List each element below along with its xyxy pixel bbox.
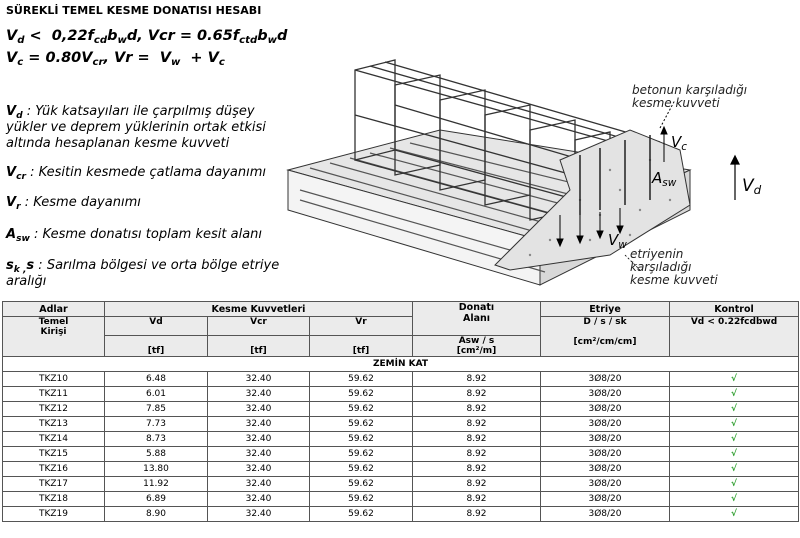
vr-cell: 59.62 [310,432,413,447]
header-kontrol-condition: Vd < 0.22fcdbwd [670,317,799,357]
stirrup-cell: 3Ø8/20 [541,417,670,432]
beam-name-cell: TKZ18 [3,492,105,507]
header-adlar: Adlar [3,302,105,317]
beam-name-cell: TKZ10 [3,372,105,387]
header-kontrol: Kontrol [670,302,799,317]
vr-cell: 59.62 [310,447,413,462]
vr-cell: 59.62 [310,492,413,507]
stirrup-cell: 3Ø8/20 [541,492,670,507]
vr-cell: 59.62 [310,387,413,402]
asw-cell: 8.92 [413,477,541,492]
vd-cell: 11.92 [105,477,208,492]
vr-cell: 59.62 [310,402,413,417]
check-mark-icon: √ [670,417,799,432]
vd-cell: 7.73 [105,417,208,432]
header-donati-alani: Donatı Alanı [413,302,541,336]
stirrup-cell: 3Ø8/20 [541,447,670,462]
stirrup-cell: 3Ø8/20 [541,387,670,402]
formula-shear-limit: $V_d < 0,22f_{cd}b_wd$, Vcr = $0.65f_{ctd}b_wd$ [6,28,288,46]
header-etriye: Etriye [541,302,670,317]
unit-vd: [tf] [105,336,208,357]
beam-name-cell: TKZ11 [3,387,105,402]
table-row [3,417,799,432]
header-kesme-kuvvetleri: Kesme Kuvvetleri [105,302,413,317]
beam-name-cell: TKZ15 [3,447,105,462]
table-row [3,387,799,402]
vcr-cell: 32.40 [208,507,310,522]
beam-name-cell: TKZ16 [3,462,105,477]
header-vd: Vd [105,317,208,336]
definition-asw: $A_{sw}$ : Kesme donatısı toplam kesit alanı [6,227,263,244]
beam-name-cell: TKZ13 [3,417,105,432]
vcr-cell: 32.40 [208,372,310,387]
beam-name-cell: TKZ17 [3,477,105,492]
check-mark-icon: √ [670,477,799,492]
stirrup-cell: 3Ø8/20 [541,507,670,522]
concrete-shear-label: betonun karşıladığı kesme kuvveti [632,83,748,110]
definition-vr: $V_r$ : Kesme dayanımı [6,195,141,212]
header-vr: Vr [310,317,413,336]
vd-label: $V_d$ [742,176,762,197]
vcr-cell: 32.40 [208,492,310,507]
asw-cell: 8.92 [413,447,541,462]
unit-asw: Asw / s [cm²/m] [413,336,541,357]
check-mark-icon: √ [670,462,799,477]
stirrup-cell: 3Ø8/20 [541,432,670,447]
definition-spacing: $s_{k ,}s$ : Sarılma bölgesi ve orta bölge etriye aralığı [6,258,280,289]
asw-label: $A_{sw}$ [652,169,677,189]
table-row [3,507,799,522]
table-row [3,477,799,492]
beam-name-cell: TKZ12 [3,402,105,417]
table-row [3,372,799,387]
table-row [3,447,799,462]
formula-shear-capacity: $V_c = 0.80V_{cr}$, $Vr = V_w + V_c$ [6,50,225,68]
asw-cell: 8.92 [413,432,541,447]
header-temel-kirisi: Temel Kirişi [3,317,105,357]
header-vcr: Vcr [208,317,310,336]
asw-cell: 8.92 [413,402,541,417]
stirrup-cell: 3Ø8/20 [541,462,670,477]
vcr-cell: 32.40 [208,387,310,402]
vd-cell: 8.90 [105,507,208,522]
foundation-rebar-diagram [280,40,800,300]
vcr-cell: 32.40 [208,417,310,432]
stirrup-cell: 3Ø8/20 [541,402,670,417]
check-mark-icon: √ [670,432,799,447]
asw-cell: 8.92 [413,507,541,522]
vd-cell: 6.48 [105,372,208,387]
check-mark-icon: √ [670,402,799,417]
vr-cell: 59.62 [310,507,413,522]
asw-cell: 8.92 [413,492,541,507]
vcr-cell: 32.40 [208,477,310,492]
page-title: SÜREKLİ TEMEL KESME DONATISI HESABI [6,4,262,17]
check-mark-icon: √ [670,447,799,462]
definition-vcr: $V_{cr}$ : Kesitin kesmede çatlama dayanımı [6,165,267,182]
check-mark-icon: √ [670,387,799,402]
vcr-cell: 32.40 [208,462,310,477]
table-row [3,432,799,447]
vcr-cell: 32.40 [208,402,310,417]
table-row [3,492,799,507]
rebar-cage-illustration [280,40,800,300]
asw-cell: 8.92 [413,387,541,402]
asw-cell: 8.92 [413,372,541,387]
stirrup-shear-label: etriyenin karşıladığı kesme kuvveti [630,247,718,287]
unit-vcr: [tf] [208,336,310,357]
asw-cell: 8.92 [413,417,541,432]
asw-cell: 8.92 [413,462,541,477]
check-mark-icon: √ [670,372,799,387]
vd-cell: 7.85 [105,402,208,417]
table-row [3,402,799,417]
vc-label: $V_c$ [671,133,688,153]
stirrup-cell: 3Ø8/20 [541,372,670,387]
stirrup-cell: 3Ø8/20 [541,477,670,492]
unit-vr: [tf] [310,336,413,357]
vr-cell: 59.62 [310,372,413,387]
beam-name-cell: TKZ19 [3,507,105,522]
vr-cell: 59.62 [310,417,413,432]
vd-cell: 5.88 [105,447,208,462]
table-row [3,462,799,477]
vd-cell: 6.01 [105,387,208,402]
section-zemin-kat: ZEMİN KAT [3,357,799,372]
vd-cell: 8.73 [105,432,208,447]
vcr-cell: 32.40 [208,447,310,462]
vr-cell: 59.62 [310,462,413,477]
vw-label: $V_w$ [608,231,627,251]
check-mark-icon: √ [670,507,799,522]
check-mark-icon: √ [670,492,799,507]
vr-cell: 59.62 [310,477,413,492]
vcr-cell: 32.40 [208,432,310,447]
vd-cell: 6.89 [105,492,208,507]
header-dss: D / s / sk [cm²/cm/cm] [541,317,670,357]
shear-reinforcement-table [2,301,799,522]
vd-cell: 13.80 [105,462,208,477]
definition-vd: $V_d$ : Yük katsayıları ile çarpılmış düşey yükler ve deprem yüklerinin ortak etkisi altında hesaplanan kesme kuvveti [6,104,266,151]
beam-name-cell: TKZ14 [3,432,105,447]
